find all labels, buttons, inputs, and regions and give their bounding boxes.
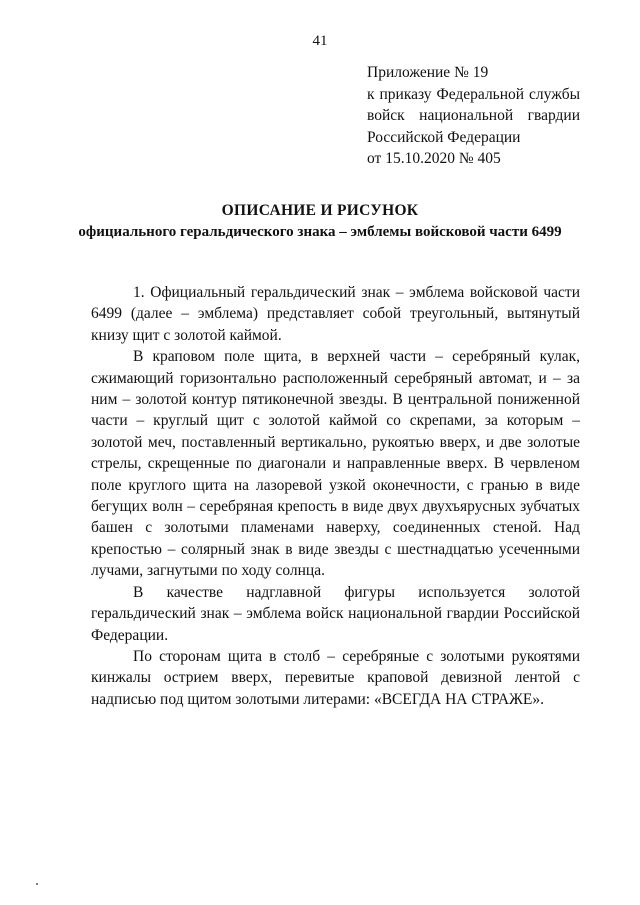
page-number: 41 — [312, 33, 328, 49]
appendix-line-2: к приказу Федеральной службы — [367, 85, 580, 103]
appendix-line-4: Российской Федерации — [367, 128, 521, 146]
paragraph-3: В качестве надглавной фигуры используется золотой геральдический знак – эмблема войск национальной гвардии Российской Федерации. — [91, 583, 580, 644]
paragraph-2: В краповом поле щита, в верхней части – серебряный кулак, сжимающий горизонтально расположенный серебряный автомат, и – за ним – золотой контур пятиконечной звезды. В центральной пониженной части – круглый щит с золотой каймой со скрепами, за которым – золотой меч, поставленный вертикально, рукоятью вверх, и две золотые стрелы, скрещенные по диагонали и направленные вверх. В червленом поле круглого щита на лазоревой узкой оконечности, с гранью в виде бегущих волн – серебряная крепость в виде двух двухъярусных зубчатых башен с золотыми пламенами наверху, соединенных стеной. Над крепостью – солярный знак в виде звезды с шестнадцатью усеченными лучами, загнутыми по ходу солнца. — [91, 348, 580, 580]
appendix-line-1: Приложение № 19 — [367, 64, 489, 81]
document-title: ОПИСАНИЕ И РИСУНОК — [221, 202, 419, 219]
appendix-block — [367, 62, 580, 170]
paragraph-1: 1. Официальный геральдический знак – эмблема войсковой части 6499 (далее – эмблема) представляет собой треугольный, вытянутый книзу щит с золотой каймой. — [91, 284, 580, 344]
paragraph-4: По сторонам щита в столб – серебряные с золотыми рукоятями кинжалы острием вверх, перевитые краповой девизной лентой с надписью под щитом золотыми литерами: «ВСЕГДА НА СТРАЖЕ». — [91, 647, 580, 708]
document-subtitle: официального геральдического знака – эмблемы войсковой части 6499 — [78, 224, 562, 240]
appendix-line-5: от 15.10.2020 № 405 — [367, 150, 501, 167]
body-text — [91, 282, 580, 710]
appendix-line-3: войск национальной гвардии — [367, 107, 580, 124]
scan-speck — [36, 883, 38, 885]
